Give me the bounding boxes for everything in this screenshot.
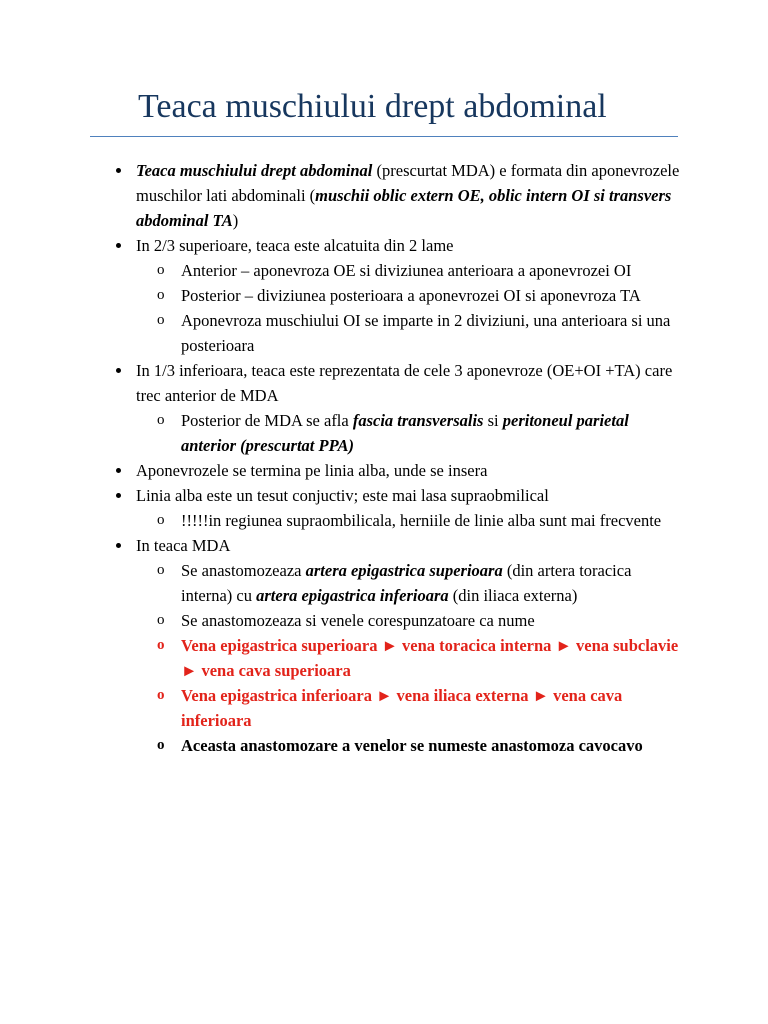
- list-item: In 2/3 superioare, teaca este alcatuita din 2 lame: [136, 233, 686, 258]
- list-item: [136, 158, 686, 233]
- term-artery-inf: artera epigastrica inferioara: [256, 586, 449, 605]
- sub-bullet-icon: o: [157, 262, 165, 278]
- list-item: Aponevrozele se termina pe linia alba, unde se insera: [136, 458, 686, 483]
- term-fascia: fascia transversalis: [352, 411, 484, 430]
- sub-list-item-bold: [157, 733, 681, 758]
- term-muscles: muschii oblic extern OE, oblic intern OI si transvers abdominal TA: [136, 186, 672, 230]
- sub-bullet-icon: o: [157, 312, 165, 328]
- sub-list-item-highlight: [157, 683, 681, 733]
- list-item: In 1/3 inferioara, teaca este reprezentata de cele 3 aponevroze (OE+OI +TA) care trec anterior de MDA: [136, 358, 686, 408]
- list-item: Linia alba este un tesut conjuctiv; este mai lasa supraobmilical: [136, 483, 686, 508]
- text: ): [232, 211, 239, 230]
- anastomosis-note: Aceasta anastomozare a venelor se numeste anastomoza cavocavo: [181, 736, 643, 755]
- sub-bullet-icon: o: [157, 562, 165, 578]
- text: Posterior – diviziunea posterioara a aponevrozei OI si aponevroza TA: [181, 286, 641, 305]
- text: (din artera toracica interna) cu: [181, 561, 632, 605]
- sub-list-item: [157, 308, 681, 358]
- term-ppa: peritoneul parietal anterior (prescurtat PPA): [181, 411, 629, 455]
- vein-path-superior: Vena epigastrica superioara ► vena toracica interna ► vena subclavie ► vena cava superioara: [181, 636, 679, 680]
- text: si: [483, 411, 503, 430]
- term-artery-sup: artera epigastrica superioara: [305, 561, 503, 580]
- vein-path-inferior: Vena epigastrica inferioara ► vena iliaca externa ► vena cava inferioara: [181, 686, 623, 730]
- sub-bullet-icon: o: [157, 612, 165, 628]
- sub-bullet-icon: o: [157, 412, 165, 428]
- sub-bullet-icon: o: [157, 287, 165, 303]
- text: !!!!!in regiunea supraombilicala, herniile de linie alba sunt mai frecvente: [181, 511, 662, 530]
- sub-bullet-icon: o: [157, 512, 165, 528]
- text: (prescurtat MDA) e formata din aponevrozele muschilor lati abdominali (: [136, 161, 680, 205]
- sub-bullet-icon: o: [157, 737, 165, 753]
- text: Posterior de MDA se afla: [181, 411, 353, 430]
- bullet-list: [0, 158, 768, 758]
- sub-list-item: [157, 283, 681, 308]
- sub-list-item: [157, 258, 681, 283]
- title-underline: [90, 136, 678, 137]
- page-title: Teaca muschiului drept abdominal: [138, 88, 607, 125]
- sub-list-item: [157, 558, 681, 608]
- text: (din iliaca externa): [448, 586, 578, 605]
- sub-list-item: [157, 608, 681, 633]
- sub-bullet-icon: o: [157, 687, 165, 703]
- list-item: In teaca MDA: [136, 533, 686, 558]
- text: Anterior – aponevroza OE si diviziunea anterioara a aponevrozei OI: [181, 261, 632, 280]
- sub-bullet-icon: o: [157, 637, 165, 653]
- term-mda: Teaca muschiului drept abdominal: [136, 161, 373, 180]
- text: Se anastomozeaza: [181, 561, 306, 580]
- text: Aponevroza muschiului OI se imparte in 2 diviziuni, una anterioara si una posterioara: [181, 311, 671, 355]
- sub-list-item: [157, 408, 681, 458]
- sub-list-item: [157, 508, 681, 533]
- text: Se anastomozeaza si venele corespunzatoare ca nume: [181, 611, 535, 630]
- sub-list-item-highlight: [157, 633, 681, 683]
